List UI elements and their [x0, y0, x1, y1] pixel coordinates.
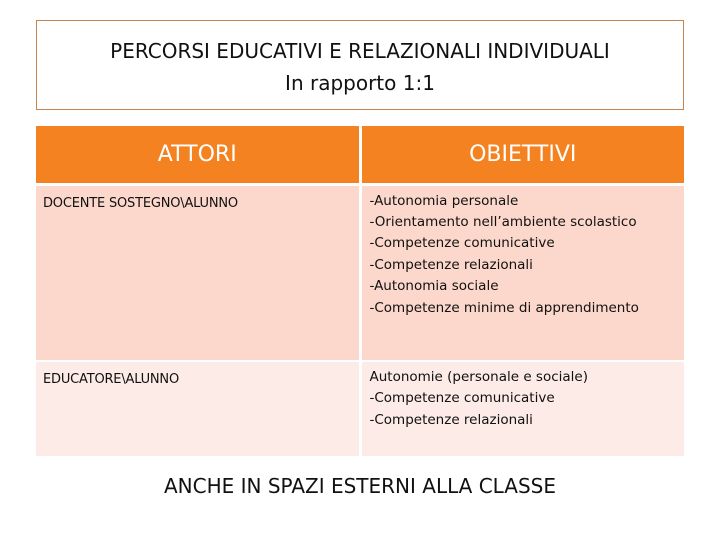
goals-cell: [360, 361, 684, 456]
goal-item: -Autonomia personale: [369, 192, 519, 209]
goal-item: -Competenze comunicative: [369, 390, 555, 407]
goals-cell: [360, 184, 684, 361]
actor-cell: EDUCATORE\ALUNNO: [36, 361, 360, 456]
goal-item: Autonomie (personale e sociale): [369, 369, 588, 385]
table-row: [36, 184, 684, 361]
header-objectives: OBIETTIVI: [360, 126, 684, 184]
title-box: [36, 20, 684, 110]
goal-item: -Competenze minime di apprendimento: [369, 299, 639, 316]
title-line-2: In rapporto 1:1: [285, 71, 435, 95]
goal-item: -Autonomia sociale: [369, 278, 499, 295]
actors-objectives-table: [36, 126, 684, 456]
goal-item: -Orientamento nell’ambiente scolastico: [369, 213, 637, 230]
footer-note: ANCHE IN SPAZI ESTERNI ALLA CLASSE: [163, 474, 556, 498]
actor-cell: DOCENTE SOSTEGNO\ALUNNO: [36, 184, 360, 361]
table-row: [36, 361, 684, 456]
header-actors: ATTORI: [36, 126, 360, 184]
goal-item: -Competenze relazionali: [369, 256, 533, 273]
goal-item: -Competenze relazionali: [369, 411, 533, 428]
title-line-1: PERCORSI EDUCATIVI E RELAZIONALI INDIVIDUALI: [110, 39, 610, 63]
table-header-row: [36, 126, 684, 184]
goal-item: -Competenze comunicative: [369, 235, 555, 252]
